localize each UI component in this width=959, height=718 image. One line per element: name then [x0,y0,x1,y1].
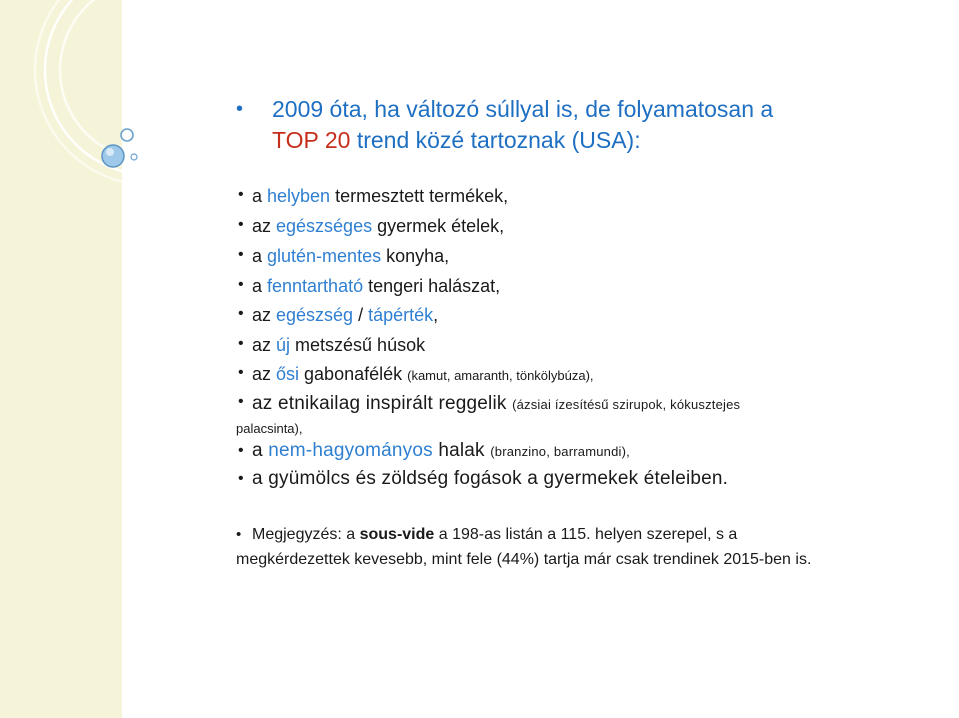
list-item: a helyben termesztett termékek, [252,186,509,206]
heading-rest: trend közé tartoznak (USA): [350,127,641,153]
list-bullet: • [238,442,244,459]
heading-line-1: 2009 óta, ha változó súllyal is, de folyamatosan a [272,96,774,122]
list-item: a nem-hagyományos halak (branzino, barramundi), [252,440,630,461]
list-bullet: • [238,246,244,263]
heading-bullet: • [236,98,244,120]
list-item: a gyümölcs és zöldség fogások a gyermekek ételeiben. [252,468,729,489]
list-bullet: • [238,216,244,233]
list-bullet: • [238,364,244,381]
list-bullet: • [238,470,244,487]
list-item: az egészséges gyermek ételek, [252,216,505,236]
list-item: az etnikailag inspirált reggelik (ázsiai ízesítésű szirupok, kókusztejes [252,393,741,414]
list-item: az ősi gabonafélék (kamut, amaranth, tönkölybúza), [252,364,594,384]
list-bullet: • [238,393,244,410]
heading-line-2 [272,127,641,154]
list-bullet: • [238,335,244,352]
list-bullet: • [238,305,244,322]
list-bullet: • [238,276,244,293]
list-item: az új metszésű húsok [252,335,426,355]
heading-top20: TOP 20 [272,127,351,153]
note-bullet: • [236,526,242,543]
note-line-2: megkérdezettek kevesebb, mint fele (44%) tartja már csak trendinek 2015-ben is. [236,551,812,568]
list-item-wrap: palacsinta), [236,421,303,436]
list-item: az egészség / tápérték, [252,305,439,325]
list-bullet: • [238,186,244,203]
note-line-1: Megjegyzés: a sous-vide a 198-as listán a 115. helyen szerepel, s a [252,526,738,543]
list-item: a glutén-mentes konyha, [252,246,450,266]
list-item: a fenntartható tengeri halászat, [252,276,501,296]
